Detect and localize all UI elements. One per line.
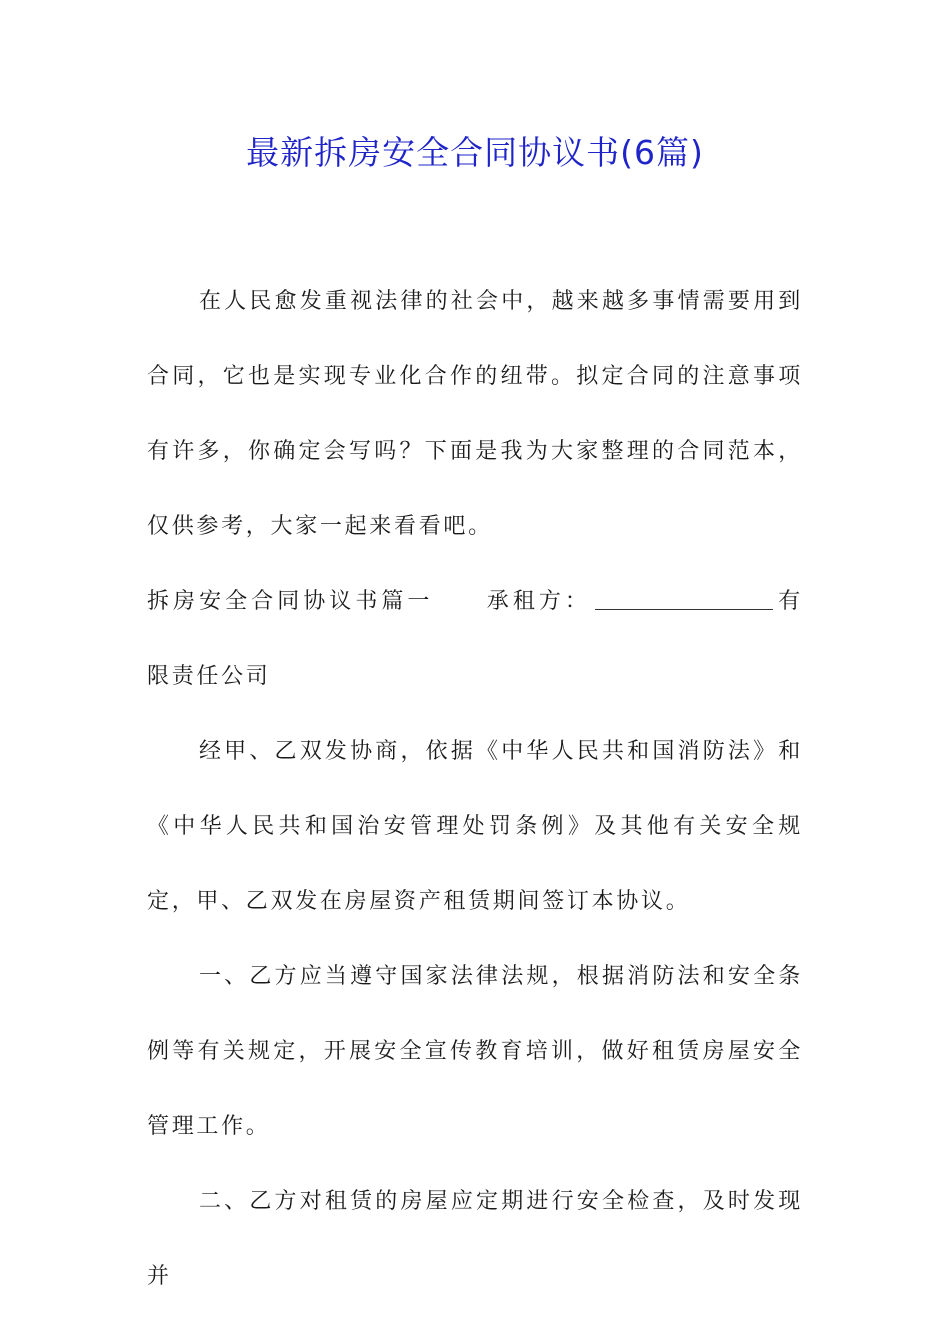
- document-body: [147, 264, 803, 1314]
- clause-two: 二、乙方对租赁的房屋应定期进行安全检查，及时发现并: [147, 1189, 803, 1289]
- lessor-suffix: 有限责任公司: [147, 589, 804, 689]
- lessor-label: 承租方：: [485, 589, 591, 614]
- section-heading: 拆房安全合同协议书篇一: [147, 589, 434, 614]
- basis-paragraph: 经甲、乙双发协商，依据《中华人民共和国消防法》和《中华人民共和国治安管理处罚条例》及其他有关安全规定，甲、乙双发在房屋资产租赁期间签订本协议。: [147, 739, 803, 914]
- lessor-blank-field: [595, 587, 773, 610]
- intro-paragraph: 在人民愈发重视法律的社会中，越来越多事情需要用到合同，它也是实现专业化合作的纽带。拟定合同的注意事项有许多，你确定会写吗？下面是我为大家整理的合同范本，仅供参考，大家一起来看看吧。: [147, 289, 803, 539]
- document-title: 最新拆房安全合同协议书(6篇): [246, 133, 704, 172]
- section-heading-line: [147, 564, 803, 714]
- clause-one: 一、乙方应当遵守国家法律法规，根据消防法和安全条例等有关规定，开展安全宣传教育培训，做好租赁房屋安全管理工作。: [147, 964, 803, 1139]
